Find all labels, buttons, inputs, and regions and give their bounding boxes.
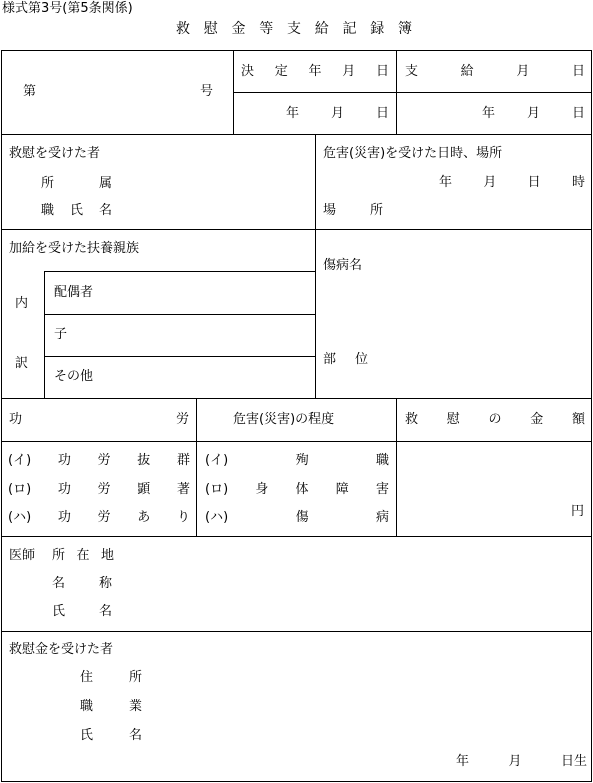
label-glyph: 日生 xyxy=(560,754,587,769)
divider xyxy=(1,536,592,537)
label-glyph: 労 xyxy=(97,482,111,497)
label-glyph: 日 xyxy=(375,64,389,79)
label-glyph: 額 xyxy=(571,412,585,427)
label-glyph: 職 xyxy=(80,699,94,714)
label-glyph: 月 xyxy=(526,106,540,121)
label-glyph: 金 xyxy=(530,412,544,427)
label-glyph: 所 xyxy=(128,670,142,685)
disease-name-label: 傷病名 xyxy=(323,258,363,273)
label-glyph: 年 xyxy=(439,175,453,190)
spouse-label: 配偶者 xyxy=(54,285,94,300)
label-glyph: 氏 xyxy=(52,604,66,619)
label-glyph: 名 xyxy=(98,604,112,619)
label-glyph: 属 xyxy=(98,176,112,191)
breakdown-label-bottom: 訳 xyxy=(15,356,29,371)
label-glyph: 功 xyxy=(57,482,71,497)
payment-date-label xyxy=(405,65,585,78)
divider xyxy=(234,92,592,93)
label-glyph: 所 xyxy=(52,548,66,563)
label-glyph: 年 xyxy=(308,64,322,79)
other-label: その他 xyxy=(54,369,94,384)
label-glyph: 所 xyxy=(369,203,383,218)
recipient-heading: 救慰を受けた者 xyxy=(9,146,101,161)
label-glyph: 傷 xyxy=(295,510,309,525)
physician-address-label xyxy=(52,549,114,562)
merit-row-1 xyxy=(8,454,190,467)
label-glyph: 救 xyxy=(405,412,419,427)
label-glyph: 等 xyxy=(259,21,274,37)
label-glyph: 功 xyxy=(57,453,71,468)
child-label: 子 xyxy=(54,327,68,342)
label-glyph: 定 xyxy=(274,64,288,79)
amount-header xyxy=(405,413,585,426)
label-glyph: 録 xyxy=(370,21,385,37)
label-glyph: 年 xyxy=(456,754,470,769)
label-glyph: 給 xyxy=(460,64,474,79)
label-glyph: 決 xyxy=(241,64,255,79)
merit-row-2 xyxy=(8,483,190,496)
divider xyxy=(1,398,592,399)
label-glyph: 労 xyxy=(175,412,189,427)
label-glyph: 障 xyxy=(335,482,349,497)
label-glyph: 日 xyxy=(527,175,541,190)
label-glyph: 氏 xyxy=(80,728,94,743)
divider xyxy=(44,271,315,272)
label-glyph: 給 xyxy=(314,21,329,37)
label-glyph: 日 xyxy=(571,106,585,121)
label-glyph: 名 xyxy=(128,728,142,743)
label-glyph: 病 xyxy=(375,510,389,525)
label-glyph: 功 xyxy=(57,510,71,525)
recipient-affiliation-label xyxy=(41,177,112,190)
divider xyxy=(44,314,315,315)
label-glyph: 殉 xyxy=(295,453,309,468)
physician-heading: 医師 xyxy=(9,548,36,563)
label-glyph: 地 xyxy=(100,548,114,563)
label-glyph: 月 xyxy=(516,64,530,79)
label-glyph: (ロ) xyxy=(205,482,229,497)
divider xyxy=(44,356,315,357)
facility-name-label xyxy=(52,577,112,590)
label-glyph: り xyxy=(176,510,190,525)
divider xyxy=(44,271,45,398)
label-glyph: 日 xyxy=(375,106,389,121)
label-glyph: 部 xyxy=(323,352,337,367)
label-glyph: 体 xyxy=(295,482,309,497)
receiver-address-label xyxy=(80,671,142,684)
label-glyph: 氏 xyxy=(69,203,83,218)
degree-row-3 xyxy=(205,511,389,524)
divider xyxy=(1,229,592,230)
decision-date-label xyxy=(241,65,389,78)
label-glyph: 支 xyxy=(405,64,419,79)
label-glyph: 慰 xyxy=(446,412,460,427)
divider xyxy=(315,134,316,398)
label-glyph: 害 xyxy=(375,482,389,497)
label-glyph: 労 xyxy=(97,510,111,525)
decision-date-fields xyxy=(286,107,389,120)
label-glyph: 月 xyxy=(508,754,522,769)
number-suffix-label: 号 xyxy=(200,84,214,99)
number-prefix-label: 第 xyxy=(23,84,37,99)
receiver-occupation-label xyxy=(80,700,142,713)
label-glyph: 記 xyxy=(342,21,357,37)
label-glyph: 場 xyxy=(323,203,337,218)
receiver-birth-date xyxy=(456,755,587,768)
label-glyph: 在 xyxy=(76,548,90,563)
label-glyph: あ xyxy=(137,510,151,525)
label-glyph: 位 xyxy=(354,352,368,367)
label-glyph: (イ) xyxy=(205,453,229,468)
label-glyph: 称 xyxy=(98,576,112,591)
label-glyph: 所 xyxy=(41,176,55,191)
label-glyph: (ハ) xyxy=(8,510,32,525)
degree-row-1 xyxy=(205,454,389,467)
label-glyph: 住 xyxy=(80,670,94,685)
label-glyph: の xyxy=(488,412,502,427)
label-glyph: 名 xyxy=(98,203,112,218)
divider xyxy=(196,398,197,536)
label-glyph: 年 xyxy=(286,106,300,121)
physician-name-label xyxy=(52,605,112,618)
recipient-title-name-label xyxy=(41,204,112,217)
payment-date-fields xyxy=(482,107,585,120)
incident-heading: 危害(災害)を受けた日時、場所 xyxy=(323,146,503,161)
degree-header: 危害(災害)の程度 xyxy=(233,412,335,427)
label-glyph: 功 xyxy=(9,412,23,427)
divider xyxy=(233,50,234,134)
label-glyph: 身 xyxy=(255,482,269,497)
label-glyph: 日 xyxy=(571,64,585,79)
label-glyph: 支 xyxy=(287,21,301,37)
label-glyph: 抜 xyxy=(137,453,151,468)
dependents-heading: 加給を受けた扶養親族 xyxy=(9,241,140,256)
divider xyxy=(1,441,592,442)
merit-header xyxy=(9,413,189,426)
label-glyph: 職 xyxy=(41,203,55,218)
breakdown-label-top: 内 xyxy=(15,296,29,311)
divider xyxy=(1,631,592,632)
label-glyph: 群 xyxy=(176,453,190,468)
merit-row-3 xyxy=(8,511,190,524)
label-glyph: 月 xyxy=(483,175,497,190)
label-glyph: 月 xyxy=(342,64,356,79)
label-glyph: (ロ) xyxy=(8,482,32,497)
amount-unit: 円 xyxy=(571,504,585,519)
label-glyph: 金 xyxy=(231,21,246,37)
label-glyph: 業 xyxy=(128,699,142,714)
divider xyxy=(1,134,592,135)
label-glyph: 職 xyxy=(375,453,389,468)
label-glyph: 時 xyxy=(571,175,585,190)
document-title xyxy=(176,22,412,36)
label-glyph: 著 xyxy=(176,482,190,497)
label-glyph: 名 xyxy=(52,576,66,591)
label-glyph: 簿 xyxy=(398,21,412,37)
form-number: 様式第3号(第5条関係) xyxy=(2,1,133,16)
label-glyph: 慰 xyxy=(203,21,218,37)
label-glyph: 月 xyxy=(330,106,344,121)
label-glyph: (ハ) xyxy=(205,510,229,525)
receiver-name-label xyxy=(80,729,142,742)
receiver-heading: 救慰金を受けた者 xyxy=(9,642,114,657)
divider xyxy=(396,398,397,536)
incident-datetime-fields xyxy=(439,176,585,189)
incident-place-label xyxy=(323,204,383,217)
label-glyph: 救 xyxy=(176,21,190,37)
label-glyph: 顕 xyxy=(137,482,151,497)
label-glyph: 年 xyxy=(482,106,496,121)
label-glyph: (イ) xyxy=(8,453,32,468)
injury-site-label xyxy=(323,353,368,366)
label-glyph: 労 xyxy=(97,453,111,468)
divider xyxy=(396,50,397,134)
degree-row-2 xyxy=(205,483,389,496)
